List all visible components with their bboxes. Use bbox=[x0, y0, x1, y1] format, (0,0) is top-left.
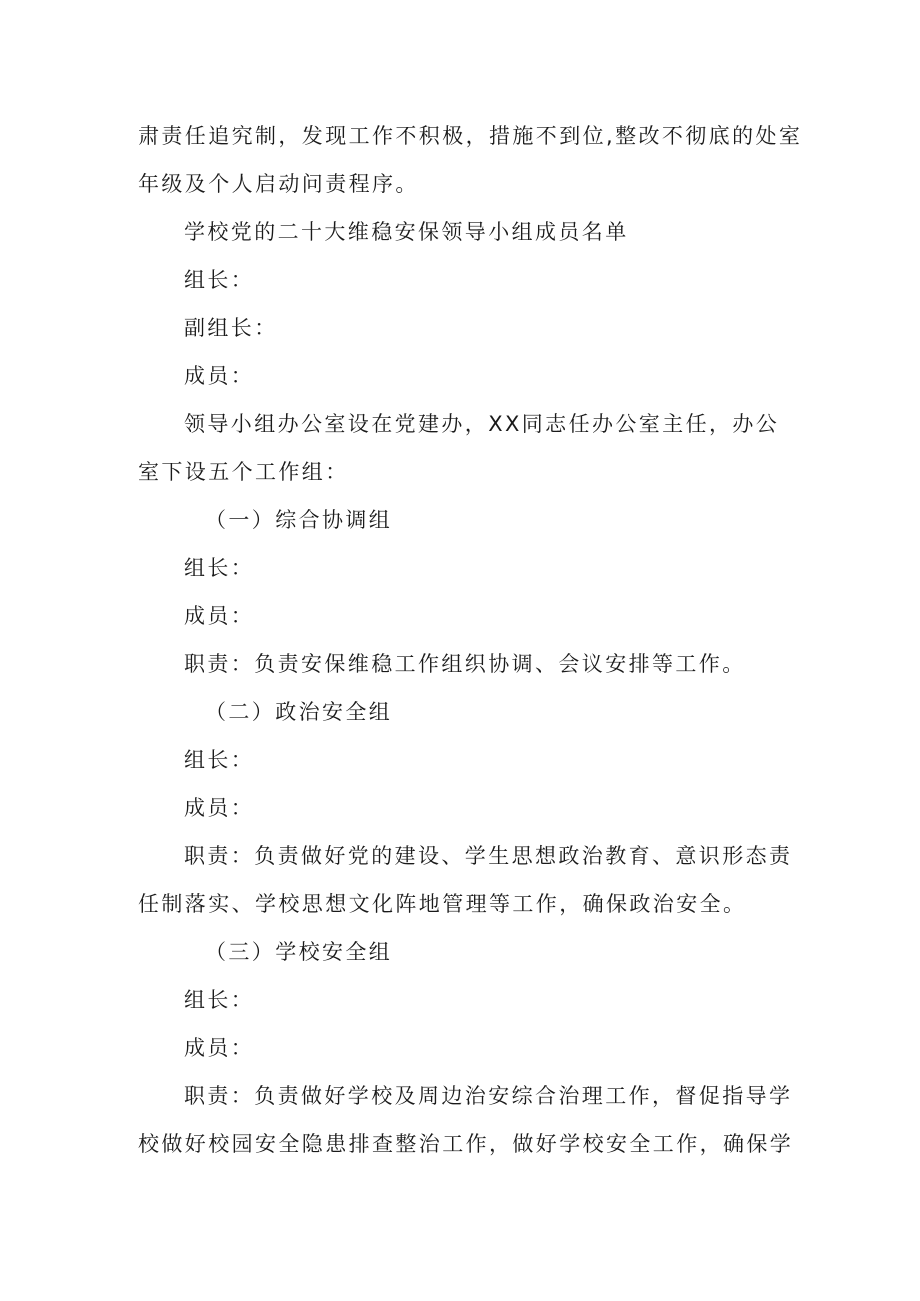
field-members: 成员： bbox=[184, 1036, 255, 1060]
paragraph-line: 校做好校园安全隐患排查整治工作，做好学校安全工作，确保学 bbox=[138, 1132, 794, 1156]
subsection-heading: （三）学校安全组 bbox=[205, 940, 393, 964]
paragraph-line: 室下设五个工作组： bbox=[138, 460, 349, 484]
subsection-heading: （二）政治安全组 bbox=[205, 700, 393, 724]
field-leader: 组长： bbox=[184, 988, 255, 1012]
paragraph-line: 领导小组办公室设在党建办，XX同志任办公室主任，办公 bbox=[184, 412, 780, 436]
subsection-heading: （一）综合协调组 bbox=[205, 508, 393, 532]
field-duties: 职责：负责安保维稳工作组织协调、会议安排等工作。 bbox=[184, 652, 746, 676]
section-title: 学校党的二十大维稳安保领导小组成员名单 bbox=[184, 220, 629, 244]
paragraph-line: 肃责任追究制，发现工作不积极，措施不到位,整改不彻底的处室 bbox=[138, 124, 803, 148]
field-duties: 职责：负责做好学校及周边治安综合治理工作，督促指导学 bbox=[184, 1084, 793, 1108]
field-deputy-leader: 副组长： bbox=[184, 316, 278, 340]
field-leader: 组长： bbox=[184, 556, 255, 580]
field-duties: 职责：负责做好党的建设、学生思想政治教育、意识形态责 bbox=[184, 844, 793, 868]
field-leader: 组长： bbox=[184, 748, 255, 772]
field-members: 成员： bbox=[184, 604, 255, 628]
field-leader: 组长： bbox=[184, 268, 255, 292]
paragraph-line: 年级及个人启动问责程序。 bbox=[138, 172, 419, 196]
paragraph-line: 任制落实、学校思想文化阵地管理等工作，确保政治安全。 bbox=[138, 892, 747, 916]
field-members: 成员： bbox=[184, 364, 255, 388]
field-members: 成员： bbox=[184, 796, 255, 820]
